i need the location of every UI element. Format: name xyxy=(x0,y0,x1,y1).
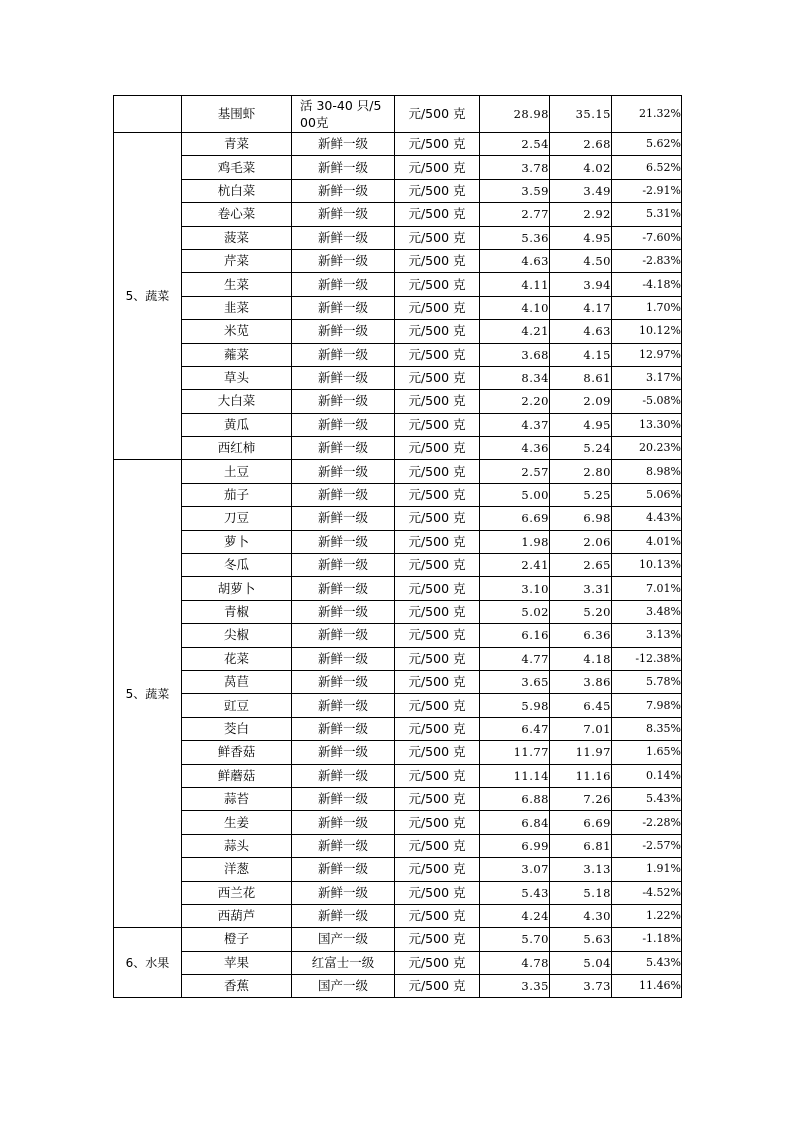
product-name-cell: 杭白菜 xyxy=(182,179,292,202)
spec-cell: 红富士一级 xyxy=(292,951,395,974)
curr-price-cell: 4.30 xyxy=(550,904,612,927)
spec-text: 活 30-40 只/500克 xyxy=(300,98,382,130)
curr-price-cell: 5.63 xyxy=(550,928,612,951)
curr-price-cell: 2.68 xyxy=(550,133,612,156)
change-cell: -5.08% xyxy=(612,390,682,413)
product-name-cell: 蒜头 xyxy=(182,834,292,857)
spec-cell: 新鲜一级 xyxy=(292,413,395,436)
change-cell: -4.52% xyxy=(612,881,682,904)
prev-price-cell: 6.47 xyxy=(480,717,550,740)
spec-cell: 新鲜一级 xyxy=(292,133,395,156)
change-cell: 5.43% xyxy=(612,787,682,810)
prev-price-cell: 4.10 xyxy=(480,296,550,319)
spec-cell: 新鲜一级 xyxy=(292,647,395,670)
product-name-cell: 洋葱 xyxy=(182,858,292,881)
product-name-cell: 生姜 xyxy=(182,811,292,834)
prev-price-cell: 6.16 xyxy=(480,624,550,647)
prev-price-cell: 5.43 xyxy=(480,881,550,904)
table-row xyxy=(114,296,682,319)
change-cell: -2.28% xyxy=(612,811,682,834)
spec-cell: 新鲜一级 xyxy=(292,437,395,460)
spec-cell: 新鲜一级 xyxy=(292,554,395,577)
prev-price-cell: 5.36 xyxy=(480,226,550,249)
unit-cell: 元/500 克 xyxy=(395,554,480,577)
change-cell: -12.38% xyxy=(612,647,682,670)
spec-cell: 新鲜一级 xyxy=(292,390,395,413)
product-name-cell: 芹菜 xyxy=(182,249,292,272)
curr-price-cell: 3.49 xyxy=(550,179,612,202)
curr-price-cell: 2.09 xyxy=(550,390,612,413)
spec-cell: 新鲜一级 xyxy=(292,670,395,693)
change-cell: 4.43% xyxy=(612,507,682,530)
unit-cell: 元/500 克 xyxy=(395,156,480,179)
curr-price-cell: 11.97 xyxy=(550,741,612,764)
unit-cell: 元/500 克 xyxy=(395,203,480,226)
product-name-cell: 草头 xyxy=(182,366,292,389)
curr-price-cell: 6.36 xyxy=(550,624,612,647)
unit-cell: 元/500 克 xyxy=(395,834,480,857)
curr-price-cell: 2.92 xyxy=(550,203,612,226)
curr-price-cell: 7.26 xyxy=(550,787,612,810)
table-row xyxy=(114,694,682,717)
prev-price-cell: 2.77 xyxy=(480,203,550,226)
unit-cell: 元/500 克 xyxy=(395,296,480,319)
unit-cell: 元/500 克 xyxy=(395,273,480,296)
change-cell: 6.52% xyxy=(612,156,682,179)
table-row xyxy=(114,483,682,506)
spec-cell: 新鲜一级 xyxy=(292,717,395,740)
table-row xyxy=(114,951,682,974)
spec-cell: 新鲜一级 xyxy=(292,741,395,764)
unit-cell: 元/500 克 xyxy=(395,133,480,156)
curr-price-cell: 5.24 xyxy=(550,437,612,460)
curr-price-cell: 3.86 xyxy=(550,670,612,693)
spec-cell: 新鲜一级 xyxy=(292,764,395,787)
spec-cell: 新鲜一级 xyxy=(292,460,395,483)
prev-price-cell: 2.54 xyxy=(480,133,550,156)
curr-price-cell: 6.45 xyxy=(550,694,612,717)
product-name-cell: 鸡毛菜 xyxy=(182,156,292,179)
prev-price-cell: 4.63 xyxy=(480,249,550,272)
table-row xyxy=(114,858,682,881)
change-cell: 5.62% xyxy=(612,133,682,156)
change-cell: 10.12% xyxy=(612,320,682,343)
curr-price-cell: 4.15 xyxy=(550,343,612,366)
table-row xyxy=(114,366,682,389)
curr-price-cell: 7.01 xyxy=(550,717,612,740)
table-row xyxy=(114,928,682,951)
unit-cell: 元/500 克 xyxy=(395,179,480,202)
spec-cell: 新鲜一级 xyxy=(292,600,395,623)
table-body xyxy=(114,96,682,998)
table-row xyxy=(114,343,682,366)
change-cell: 5.31% xyxy=(612,203,682,226)
change-cell: 20.23% xyxy=(612,437,682,460)
unit-cell: 元/500 克 xyxy=(395,226,480,249)
curr-price-cell: 35.15 xyxy=(550,96,612,133)
curr-price-cell: 5.18 xyxy=(550,881,612,904)
product-name-cell: 冬瓜 xyxy=(182,554,292,577)
curr-price-cell: 6.69 xyxy=(550,811,612,834)
prev-price-cell: 6.69 xyxy=(480,507,550,530)
product-name-cell: 香蕉 xyxy=(182,975,292,998)
table-row xyxy=(114,203,682,226)
product-name-cell: 萝卜 xyxy=(182,530,292,553)
table-row xyxy=(114,741,682,764)
product-name-cell: 花菜 xyxy=(182,647,292,670)
unit-cell: 元/500 克 xyxy=(395,717,480,740)
change-cell: 1.91% xyxy=(612,858,682,881)
curr-price-cell: 5.04 xyxy=(550,951,612,974)
product-name-cell: 胡萝卜 xyxy=(182,577,292,600)
product-name-cell: 青菜 xyxy=(182,133,292,156)
curr-price-cell: 4.18 xyxy=(550,647,612,670)
prev-price-cell: 3.78 xyxy=(480,156,550,179)
curr-price-cell: 6.98 xyxy=(550,507,612,530)
product-name-cell: 生菜 xyxy=(182,273,292,296)
unit-cell: 元/500 克 xyxy=(395,577,480,600)
table-row xyxy=(114,717,682,740)
curr-price-cell: 3.31 xyxy=(550,577,612,600)
curr-price-cell: 3.13 xyxy=(550,858,612,881)
table-row xyxy=(114,96,682,133)
product-name-cell: 基围虾 xyxy=(182,96,292,133)
prev-price-cell: 3.35 xyxy=(480,975,550,998)
table-row xyxy=(114,460,682,483)
prev-price-cell: 2.57 xyxy=(480,460,550,483)
spec-cell: 新鲜一级 xyxy=(292,343,395,366)
spec-cell: 新鲜一级 xyxy=(292,834,395,857)
unit-cell: 元/500 克 xyxy=(395,928,480,951)
product-name-cell: 茭白 xyxy=(182,717,292,740)
unit-cell: 元/500 克 xyxy=(395,437,480,460)
change-cell: 5.43% xyxy=(612,951,682,974)
spec-cell: 新鲜一级 xyxy=(292,530,395,553)
spec-cell: 新鲜一级 xyxy=(292,694,395,717)
table-row xyxy=(114,787,682,810)
table-row xyxy=(114,554,682,577)
unit-cell: 元/500 克 xyxy=(395,507,480,530)
spec-cell: 新鲜一级 xyxy=(292,249,395,272)
table-row xyxy=(114,320,682,343)
product-name-cell: 橙子 xyxy=(182,928,292,951)
table-row xyxy=(114,507,682,530)
spec-cell: 新鲜一级 xyxy=(292,811,395,834)
product-name-cell: 刀豆 xyxy=(182,507,292,530)
curr-price-cell: 4.63 xyxy=(550,320,612,343)
spec-cell: 新鲜一级 xyxy=(292,858,395,881)
curr-price-cell: 4.02 xyxy=(550,156,612,179)
table-row xyxy=(114,249,682,272)
table-row xyxy=(114,156,682,179)
unit-cell: 元/500 克 xyxy=(395,741,480,764)
prev-price-cell: 6.84 xyxy=(480,811,550,834)
spec-cell: 新鲜一级 xyxy=(292,624,395,647)
spec-cell: 新鲜一级 xyxy=(292,296,395,319)
table-row xyxy=(114,413,682,436)
product-name-cell: 西红柿 xyxy=(182,437,292,460)
spec-cell: 新鲜一级 xyxy=(292,179,395,202)
table-row xyxy=(114,764,682,787)
price-table xyxy=(113,95,682,998)
prev-price-cell: 6.99 xyxy=(480,834,550,857)
change-cell: 10.13% xyxy=(612,554,682,577)
change-cell: 5.06% xyxy=(612,483,682,506)
product-name-cell: 尖椒 xyxy=(182,624,292,647)
table-row xyxy=(114,179,682,202)
table-row xyxy=(114,390,682,413)
unit-cell: 元/500 克 xyxy=(395,694,480,717)
curr-price-cell: 8.61 xyxy=(550,366,612,389)
unit-cell: 元/500 克 xyxy=(395,951,480,974)
spec-cell: 国产一级 xyxy=(292,928,395,951)
product-name-cell: 黄瓜 xyxy=(182,413,292,436)
prev-price-cell: 4.21 xyxy=(480,320,550,343)
spec-cell: 新鲜一级 xyxy=(292,226,395,249)
spec-cell: 新鲜一级 xyxy=(292,366,395,389)
curr-price-cell: 5.25 xyxy=(550,483,612,506)
change-cell: -2.91% xyxy=(612,179,682,202)
prev-price-cell: 11.14 xyxy=(480,764,550,787)
spec-cell xyxy=(292,96,395,133)
change-cell: 4.01% xyxy=(612,530,682,553)
prev-price-cell: 8.34 xyxy=(480,366,550,389)
prev-price-cell: 2.41 xyxy=(480,554,550,577)
change-cell: 13.30% xyxy=(612,413,682,436)
change-cell: 3.13% xyxy=(612,624,682,647)
product-name-cell: 青椒 xyxy=(182,600,292,623)
table-row xyxy=(114,881,682,904)
table-row xyxy=(114,226,682,249)
product-name-cell: 蕹菜 xyxy=(182,343,292,366)
unit-cell: 元/500 克 xyxy=(395,670,480,693)
spec-cell: 新鲜一级 xyxy=(292,507,395,530)
product-name-cell: 土豆 xyxy=(182,460,292,483)
change-cell: 7.01% xyxy=(612,577,682,600)
unit-cell: 元/500 克 xyxy=(395,320,480,343)
change-cell: -2.83% xyxy=(612,249,682,272)
table-row xyxy=(114,975,682,998)
table-row xyxy=(114,273,682,296)
change-cell: 1.22% xyxy=(612,904,682,927)
table-row xyxy=(114,600,682,623)
spec-cell: 新鲜一级 xyxy=(292,320,395,343)
unit-cell: 元/500 克 xyxy=(395,975,480,998)
change-cell: 8.98% xyxy=(612,460,682,483)
table-row xyxy=(114,577,682,600)
curr-price-cell: 4.95 xyxy=(550,413,612,436)
prev-price-cell: 4.24 xyxy=(480,904,550,927)
table-row xyxy=(114,811,682,834)
change-cell: -7.60% xyxy=(612,226,682,249)
prev-price-cell: 3.10 xyxy=(480,577,550,600)
unit-cell: 元/500 克 xyxy=(395,413,480,436)
prev-price-cell: 4.36 xyxy=(480,437,550,460)
change-cell: -4.18% xyxy=(612,273,682,296)
spec-cell: 新鲜一级 xyxy=(292,881,395,904)
product-name-cell: 西兰花 xyxy=(182,881,292,904)
change-cell: 12.97% xyxy=(612,343,682,366)
unit-cell: 元/500 克 xyxy=(395,96,480,133)
unit-cell: 元/500 克 xyxy=(395,787,480,810)
change-cell: 0.14% xyxy=(612,764,682,787)
product-name-cell: 苹果 xyxy=(182,951,292,974)
prev-price-cell: 11.77 xyxy=(480,741,550,764)
change-cell: 3.17% xyxy=(612,366,682,389)
prev-price-cell: 4.78 xyxy=(480,951,550,974)
prev-price-cell: 5.00 xyxy=(480,483,550,506)
prev-price-cell: 4.37 xyxy=(480,413,550,436)
unit-cell: 元/500 克 xyxy=(395,600,480,623)
change-cell: 1.65% xyxy=(612,741,682,764)
prev-price-cell: 3.07 xyxy=(480,858,550,881)
table-row xyxy=(114,670,682,693)
unit-cell: 元/500 克 xyxy=(395,343,480,366)
product-name-cell: 豇豆 xyxy=(182,694,292,717)
unit-cell: 元/500 克 xyxy=(395,460,480,483)
change-cell: 11.46% xyxy=(612,975,682,998)
spec-cell: 新鲜一级 xyxy=(292,787,395,810)
unit-cell: 元/500 克 xyxy=(395,624,480,647)
curr-price-cell: 11.16 xyxy=(550,764,612,787)
product-name-cell: 菠菜 xyxy=(182,226,292,249)
unit-cell: 元/500 克 xyxy=(395,390,480,413)
prev-price-cell: 3.65 xyxy=(480,670,550,693)
category-cell: 6、水果 xyxy=(114,928,182,998)
unit-cell: 元/500 克 xyxy=(395,811,480,834)
curr-price-cell: 4.95 xyxy=(550,226,612,249)
spec-cell: 新鲜一级 xyxy=(292,483,395,506)
product-name-cell: 卷心菜 xyxy=(182,203,292,226)
table-row xyxy=(114,904,682,927)
curr-price-cell: 2.06 xyxy=(550,530,612,553)
unit-cell: 元/500 克 xyxy=(395,249,480,272)
change-cell: -2.57% xyxy=(612,834,682,857)
prev-price-cell: 2.20 xyxy=(480,390,550,413)
change-cell: -1.18% xyxy=(612,928,682,951)
product-name-cell: 大白菜 xyxy=(182,390,292,413)
curr-price-cell: 2.80 xyxy=(550,460,612,483)
curr-price-cell: 4.17 xyxy=(550,296,612,319)
unit-cell: 元/500 克 xyxy=(395,881,480,904)
prev-price-cell: 1.98 xyxy=(480,530,550,553)
curr-price-cell: 5.20 xyxy=(550,600,612,623)
unit-cell: 元/500 克 xyxy=(395,530,480,553)
product-name-cell: 蒜苔 xyxy=(182,787,292,810)
product-name-cell: 韭菜 xyxy=(182,296,292,319)
unit-cell: 元/500 克 xyxy=(395,366,480,389)
change-cell: 21.32% xyxy=(612,96,682,133)
product-name-cell: 鲜蘑菇 xyxy=(182,764,292,787)
curr-price-cell: 3.94 xyxy=(550,273,612,296)
prev-price-cell: 4.77 xyxy=(480,647,550,670)
table-row xyxy=(114,133,682,156)
table-row xyxy=(114,437,682,460)
prev-price-cell: 4.11 xyxy=(480,273,550,296)
category-cell xyxy=(114,96,182,133)
table-row xyxy=(114,834,682,857)
prev-price-cell: 6.88 xyxy=(480,787,550,810)
spec-cell: 新鲜一级 xyxy=(292,203,395,226)
product-name-cell: 茄子 xyxy=(182,483,292,506)
spec-cell: 新鲜一级 xyxy=(292,156,395,179)
product-name-cell: 鲜香菇 xyxy=(182,741,292,764)
prev-price-cell: 5.98 xyxy=(480,694,550,717)
prev-price-cell: 3.59 xyxy=(480,179,550,202)
curr-price-cell: 3.73 xyxy=(550,975,612,998)
table-row xyxy=(114,647,682,670)
curr-price-cell: 2.65 xyxy=(550,554,612,577)
curr-price-cell: 4.50 xyxy=(550,249,612,272)
unit-cell: 元/500 克 xyxy=(395,858,480,881)
prev-price-cell: 28.98 xyxy=(480,96,550,133)
unit-cell: 元/500 克 xyxy=(395,647,480,670)
spec-cell: 新鲜一级 xyxy=(292,577,395,600)
product-name-cell: 米苋 xyxy=(182,320,292,343)
change-cell: 7.98% xyxy=(612,694,682,717)
spec-cell: 国产一级 xyxy=(292,975,395,998)
prev-price-cell: 5.02 xyxy=(480,600,550,623)
product-name-cell: 西葫芦 xyxy=(182,904,292,927)
product-name-cell: 莴苣 xyxy=(182,670,292,693)
spec-cell: 新鲜一级 xyxy=(292,273,395,296)
change-cell: 1.70% xyxy=(612,296,682,319)
category-cell: 5、蔬菜 xyxy=(114,460,182,928)
change-cell: 3.48% xyxy=(612,600,682,623)
spec-cell: 新鲜一级 xyxy=(292,904,395,927)
change-cell: 5.78% xyxy=(612,670,682,693)
table-row xyxy=(114,624,682,647)
curr-price-cell: 6.81 xyxy=(550,834,612,857)
prev-price-cell: 5.70 xyxy=(480,928,550,951)
unit-cell: 元/500 克 xyxy=(395,764,480,787)
table-row xyxy=(114,530,682,553)
change-cell: 8.35% xyxy=(612,717,682,740)
unit-cell: 元/500 克 xyxy=(395,904,480,927)
unit-cell: 元/500 克 xyxy=(395,483,480,506)
prev-price-cell: 3.68 xyxy=(480,343,550,366)
category-cell: 5、蔬菜 xyxy=(114,133,182,460)
